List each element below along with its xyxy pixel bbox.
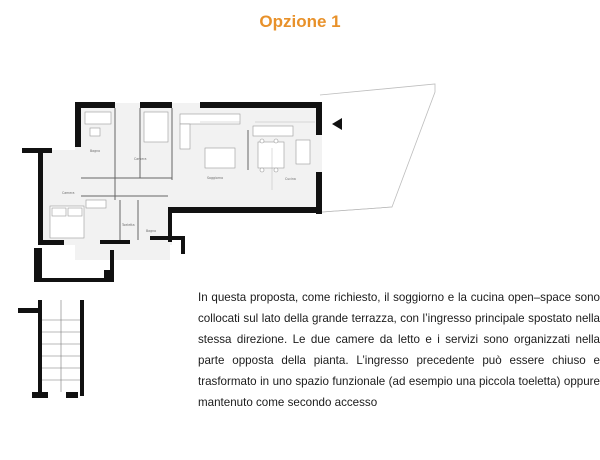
room-label-camera-big: Camera bbox=[62, 191, 75, 195]
terrace-line bbox=[322, 207, 392, 212]
room-label-toeletta: Toeletta bbox=[122, 223, 135, 227]
room-label-bagno-2: Bagno bbox=[146, 229, 157, 233]
room-label-soggiorno: Soggiorno bbox=[207, 176, 224, 180]
description-text: In questa proposta, come richiesto, il soggiorno e la cucina open–space sono collocati sul lato della grande terrazza, con l’ingresso principale spostato nella stessa direzione. Le due camere da letto e i servizi sono organizzati nella parte opposta della pianta. L’ingresso precedente può essere chiuso e trasformato in uno spazio funzionale (ad esempio una piccola toeletta) oppure mantenuto come secondo accesso bbox=[198, 291, 600, 409]
room-label-bagno: Bagno bbox=[90, 149, 101, 153]
stairs bbox=[42, 300, 80, 392]
room-label-camera-small: Camera bbox=[134, 157, 147, 161]
terrace-outline bbox=[320, 84, 435, 212]
room-label-cucina: Cucina bbox=[285, 177, 296, 181]
entrance-arrow-icon bbox=[332, 118, 342, 130]
page-title: Opzione 1 bbox=[259, 12, 341, 31]
